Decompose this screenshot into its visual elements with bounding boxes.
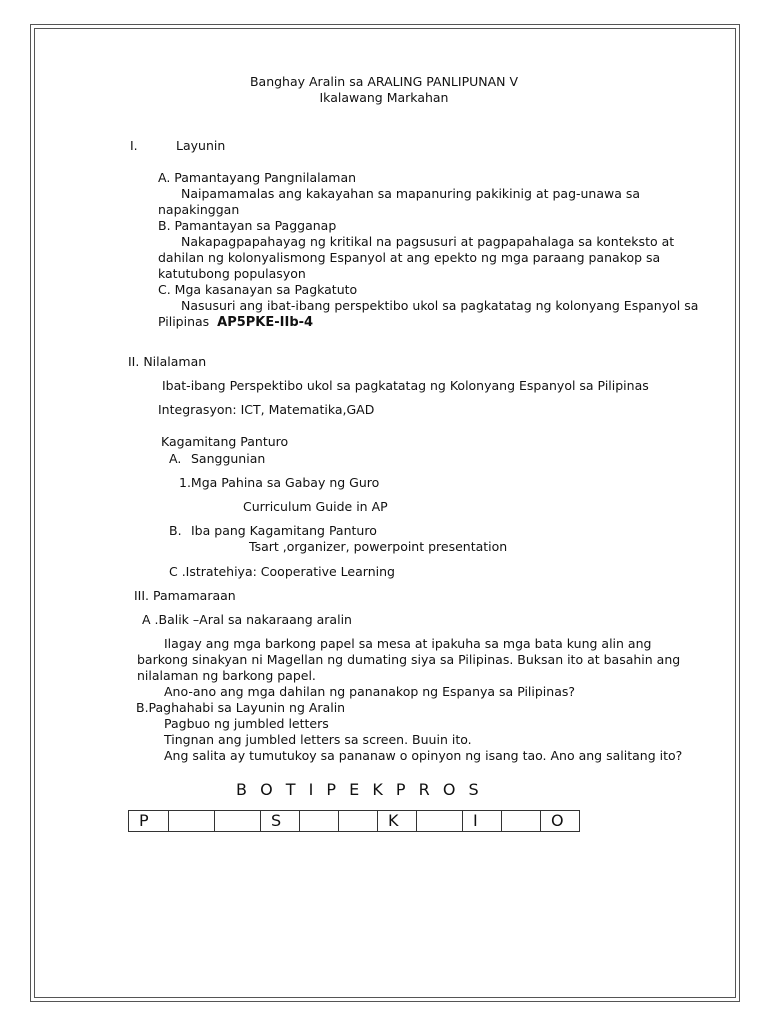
para-line-3: nilalaman ng barkong papel. [137,668,316,683]
grid-cell [169,811,215,832]
b-heading: B. Pamantayan sa Pagganap [158,218,337,233]
c-text-line-2 [158,314,313,331]
section-1-heading: Layunin [176,138,226,153]
c-heading: C. Mga kasanayan sa Pagkatuto [158,282,358,297]
tsart: Tsart ,organizer, powerpoint presentation [249,539,508,554]
grid-cell [417,811,463,832]
sanggunian-number: A. [169,451,182,466]
answer-grid [128,810,580,832]
c-text-pilipinas: Pilipinas [158,314,210,329]
grid-cell: I [463,811,502,832]
sanggunian-label: Sanggunian [191,451,266,466]
a-text-line-1: Naipamamalas ang kakayahan sa mapanuring pakikinig at pag-unawa sa [181,186,641,201]
grid-cell [339,811,378,832]
balik-aral-heading: A .Balik –Aral sa nakaraang aralin [142,612,352,627]
b-text-line-3: katutubong populasyon [158,266,306,281]
grid-cell [502,811,541,832]
grid-cell: P [129,811,169,832]
grid-cell: S [261,811,300,832]
competency-code: AP5PKE-IIb-4 [217,315,314,330]
paghahabi-line-1: Pagbuo ng jumbled letters [164,716,329,731]
scrambled-letters: B O T I P E K P R O S [236,780,483,799]
kagamitan-heading: Kagamitang Panturo [161,434,289,449]
a-heading: A. Pamantayang Pangnilalaman [158,170,357,185]
para-line-2: barkong sinakyan ni Magellan ng dumating siya sa Pilipinas. Buksan ito at basahin ang [137,652,681,667]
section-2-heading: II. Nilalaman [128,354,207,369]
curriculum-guide: Curriculum Guide in AP [243,499,388,514]
paghahabi-line-3: Ang salita ay tumutukoy sa pananaw o opinyon ng isang tao. Ano ang salitang ito? [164,748,683,763]
iba-number: B. [169,523,182,538]
section-3-heading: III. Pamamaraan [134,588,236,603]
doc-subtitle: Ikalawang Markahan [319,90,449,105]
iba-label: Iba pang Kagamitang Panturo [191,523,377,538]
c-text-line-1: Nasusuri ang ibat-ibang perspektibo ukol sa pagkatatag ng kolonyang Espanyol sa [181,298,699,313]
pahina: 1.Mga Pahina sa Gabay ng Guro [179,475,380,490]
grid-cell [300,811,339,832]
b-text-line-2: dahilan ng kolonyalismong Espanyol at ang epekto ng mga paraang panakop sa [158,250,661,265]
paghahabi-line-2: Tingnan ang jumbled letters sa screen. Buuin ito. [164,732,472,747]
istratehiya: C .Istratehiya: Cooperative Learning [169,564,395,579]
topic: Ibat-ibang Perspektibo ukol sa pagkatatag ng Kolonyang Espanyol sa Pilipinas [162,378,649,393]
integrasyon: Integrasyon: ICT, Matematika,GAD [158,402,375,417]
paghahabi-heading: B.Paghahabi sa Layunin ng Aralin [136,700,346,715]
grid-cell: O [541,811,580,832]
a-text-line-2: napakinggan [158,202,240,217]
section-1-number: I. [130,138,138,153]
para-line-4: Ano-ano ang mga dahilan ng pananakop ng Espanya sa Pilipinas? [164,684,576,699]
para-line-1: Ilagay ang mga barkong papel sa mesa at ipakuha sa mga bata kung alin ang [164,636,652,651]
b-text-line-1: Nakapagpapahayag ng kritikal na pagsusuri at pagpapahalaga sa konteksto at [181,234,675,249]
grid-cell [215,811,261,832]
grid-cell: K [378,811,417,832]
doc-title: Banghay Aralin sa ARALING PANLIPUNAN V [249,74,519,89]
